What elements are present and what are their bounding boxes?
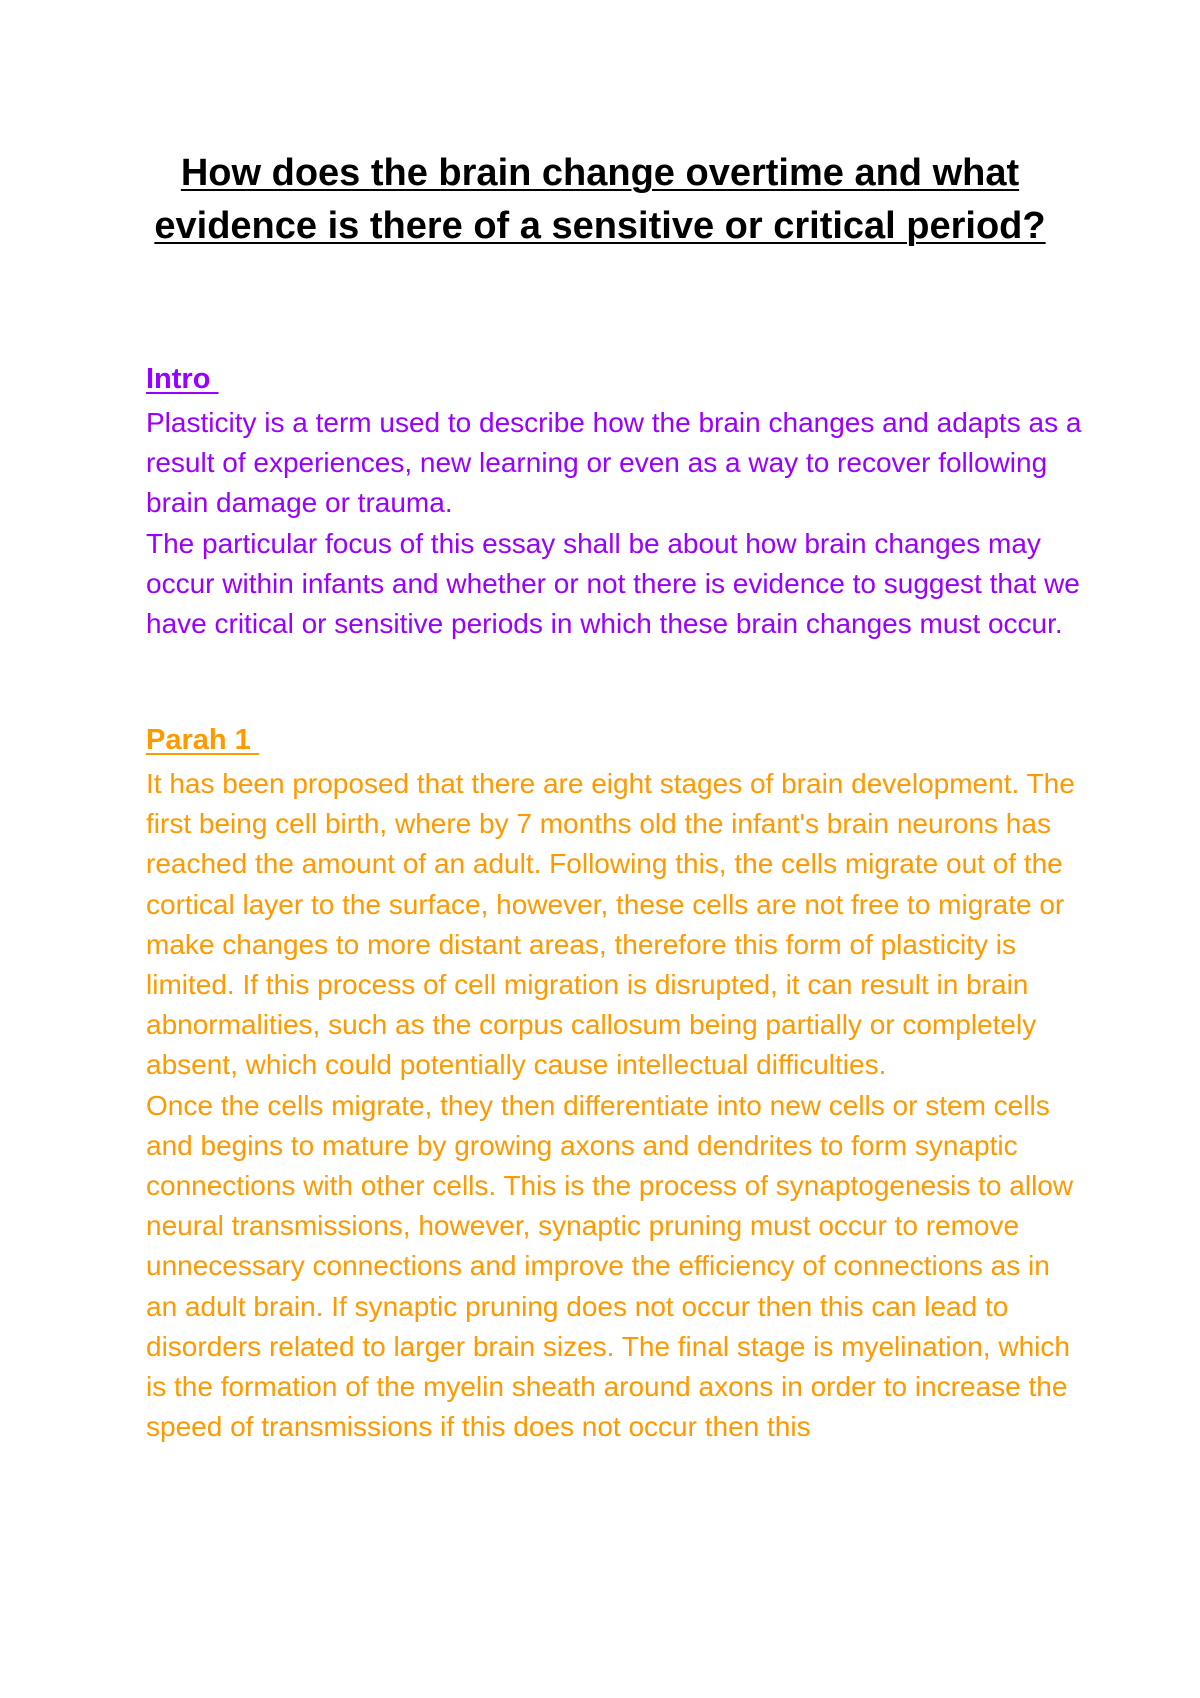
intro-paragraph-2: The particular focus of this essay shall be about how brain changes may occur within infants and whether or not there is evidence to suggest that we have critical or sensitive periods in which these brain changes must occur. — [146, 527, 1080, 640]
parah1-paragraph-2: Once the cells migrate, they then differentiate into new cells or stem cells and begins to mature by growing axons and dendrites to form synaptic connections with other cells. This is the process of synaptogenesis to allow neural transmissions, however, synaptic pruning must occur to remove unnecessary connections and improve the efficiency of connections as in an adult brain. If synaptic pruning does not occur then this can lead to disorders related to larger brain sizes. The final stage is myelination, which is the formation of the myelin sheath around axons in order to increase the speed of transmissions if this does not occur then this — [146, 1089, 1074, 1443]
document-title: How does the brain change overtime and what evidence is there of a sensitive or critical period? — [154, 152, 1046, 247]
intro-heading-row — [146, 359, 1086, 403]
parah1-paragraph-1: It has been proposed that there are eight stages of brain development. The first being cell birth, where by 7 months old the infant's brain neurons has reached the amount of an adult. Following this, the cells migrate out of the cortical layer to the surface, however, these cells are not free to migrate or make changes to more distant areas, therefore this form of plasticity is limited. If this process of cell migration is disrupted, it can result in brain abnormalities, such as the corpus callosum being partially or completely absent, which could potentially cause intellectual difficulties. — [146, 768, 1075, 1081]
intro-heading: Intro — [146, 363, 219, 395]
parah1-heading-row — [146, 720, 1086, 764]
intro-section — [146, 359, 1086, 644]
intro-paragraph-1: Plasticity is a term used to describe how the brain changes and adapts as a result of experiences, new learning or even as a way to recover following brain damage or trauma. — [146, 407, 1082, 519]
parah1-section — [146, 720, 1086, 1447]
parah1-heading: Parah 1 — [146, 724, 259, 756]
